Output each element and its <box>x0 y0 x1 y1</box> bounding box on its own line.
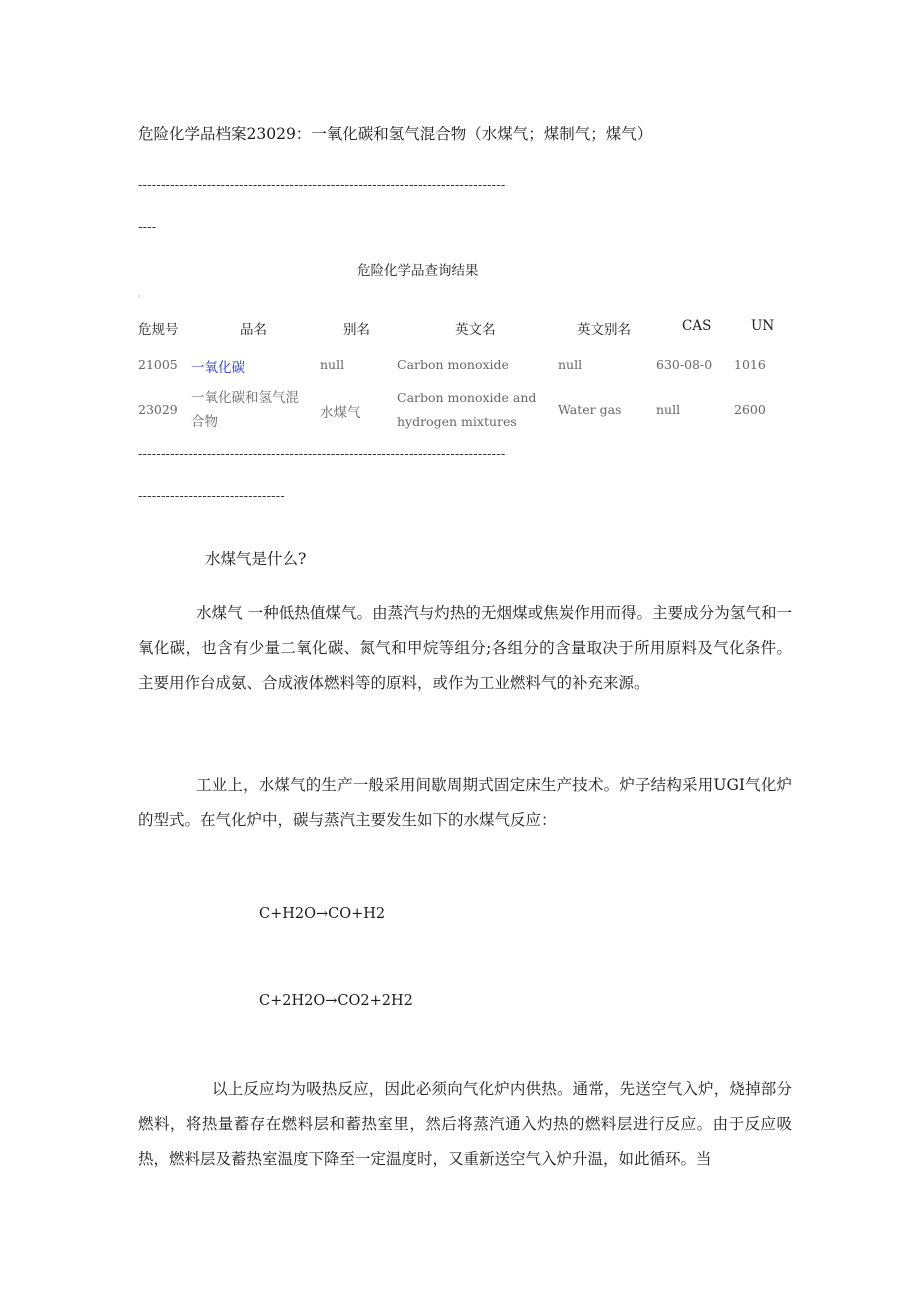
table-caption: 危险化学品查询结果 <box>357 263 479 279</box>
header-hazard-code: 危规号 <box>138 322 179 338</box>
header-english-alias: 英文别名 <box>577 322 631 338</box>
equation: C+H2O→CO+H2 <box>259 906 386 922</box>
header-cas: CAS <box>682 318 712 334</box>
header-un: UN <box>751 318 775 334</box>
table-cell: 一氧化碳和氢气混合物 <box>191 390 299 430</box>
table-cell: 2600 <box>734 402 766 417</box>
section-heading: 水煤气是什么? <box>205 550 307 568</box>
paragraph: 水煤气 一种低热值煤气。由蒸汽与灼热的无烟煤或焦炭作用而得。主要成分为氢气和一氧化碳，也含有少量二氧化碳、氮气和甲烷等组分;各组分的含量取决于所用原料及气化条件。主要用作台成氨、合成液体燃料等的原料，或作为工业燃料气的补充来源。 <box>138 604 792 692</box>
table-cell: Carbon monoxide and hydrogen mixtures <box>397 390 537 429</box>
equation: C+2H2O→CO2+2H2 <box>259 993 413 1009</box>
table-tick-mark: ' <box>138 294 141 303</box>
table-cell: null <box>558 357 583 372</box>
header-product-name: 品名 <box>240 322 267 338</box>
table-cell: 630-08-0 <box>656 357 713 372</box>
document-title: 危险化学品档案23029：一氧化碳和氢气混合物（水煤气；煤制气；煤气） <box>138 125 653 143</box>
table-cell: 水煤气 <box>320 405 361 421</box>
table-cell: 23029 <box>138 402 178 417</box>
table-cell: Carbon monoxide <box>397 357 509 372</box>
table-cell: null <box>320 357 345 372</box>
paragraph: 工业上，水煤气的生产一般采用间歇周期式固定床生产技术。炉子结构采用UGI气化炉的型式。在气化炉中，碳与蒸汽主要发生如下的水煤气反应： <box>138 776 792 829</box>
header-english-name: 英文名 <box>455 322 496 338</box>
divider-line: -------------------------------------------------------------------------------- <box>138 178 506 193</box>
divider-line-tail: -------------------------------- <box>138 489 285 504</box>
table-cell: 1016 <box>734 357 766 372</box>
table-cell: null <box>656 402 681 417</box>
table-cell: Water gas <box>558 402 622 417</box>
table-cell: 21005 <box>138 357 178 372</box>
header-alias: 别名 <box>343 322 370 338</box>
product-link[interactable]: 一氧化碳 <box>191 360 245 376</box>
divider-line: -------------------------------------------------------------------------------- <box>138 447 506 462</box>
divider-line-tail: ---- <box>138 220 157 235</box>
paragraph: 以上反应均为吸热反应，因此必须向气化炉内供热。通常，先送空气入炉，烧掉部分燃料，将热量蓄存在燃料层和蓄热室里，然后将蒸汽通入灼热的燃料层进行反应。由于反应吸热，燃料层及蓄热室温度下降至一定温度时，又重新送空气入炉升温，如此循环。当 <box>138 1080 792 1168</box>
